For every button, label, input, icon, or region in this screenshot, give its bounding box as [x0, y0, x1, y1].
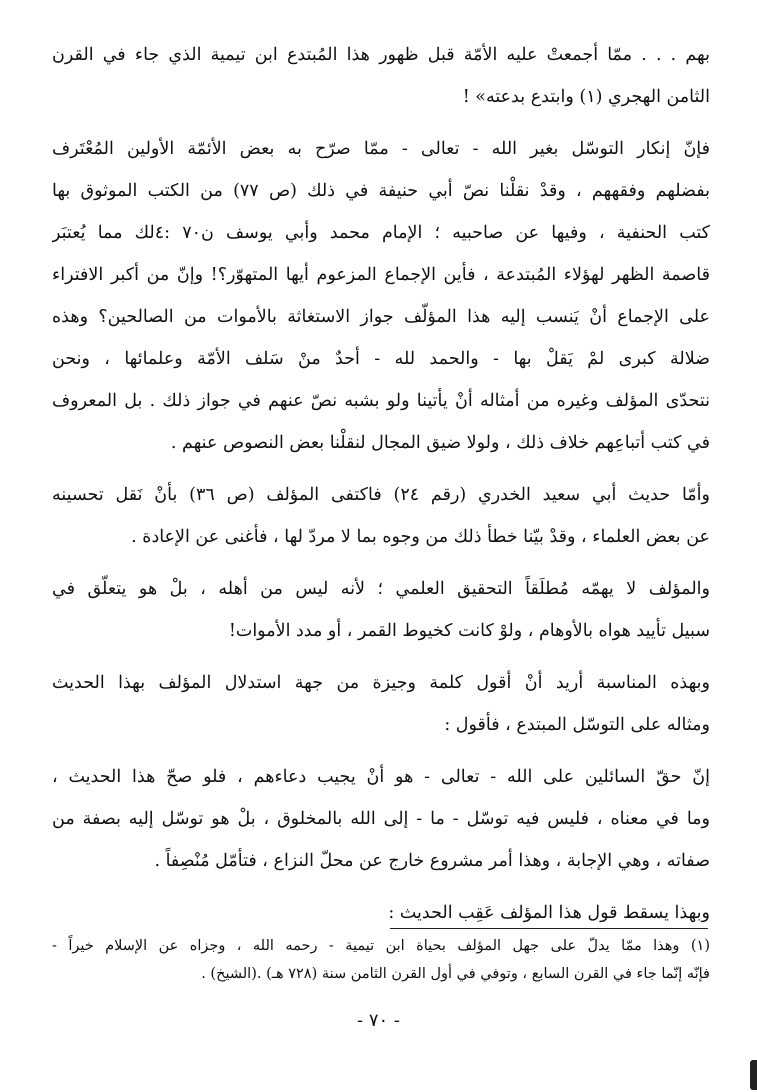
- paragraph: [52, 756, 710, 882]
- footnote-divider: [390, 928, 708, 929]
- paragraph: [52, 128, 710, 464]
- footnote-line: فإنّه إنّما جاء في القرن السابع ، وتوفي في أول القرن الثامن سنة (٧٢٨ هـ) .(الشيخ) .: [201, 966, 710, 982]
- text-line: ضلالة كبرى لمْ يَقلْ بها - والحمد لله - أحدٌ منْ سَلف الأمّة وعلمائها ، ونحن: [52, 349, 710, 369]
- paragraph: [52, 34, 710, 118]
- text-line: سبيل تأييد هواه بالأوهام ، ولوْ كانت كخيوط القمر ، أو مدد الأموات!: [228, 621, 710, 641]
- paragraph: [52, 662, 710, 746]
- text-line: كتب الحنفية ، وفيها عن صاحبيه ؛ الإمام محمد وأبي يوسف ن٧٠ :٤لك مما يُعتبَر: [52, 223, 710, 243]
- text-line: الثامن الهجري (١) وابتدع بدعته» !: [462, 87, 710, 107]
- text-line: وما في معناه ، فليس فيه توسّل - ما - إلى الله بالمخلوق ، بلْ هو توسّل إليه بصفة من: [52, 809, 710, 829]
- page-body: [52, 34, 710, 944]
- scan-edge-mark: [750, 1060, 757, 1090]
- paragraph: [52, 568, 710, 652]
- footnote-line: (١) وهذا ممّا يدلّ على جهل المؤلف بحياة ابن تيمية - رحمه الله ، وجزاه عن الإسلام خيراً -: [52, 938, 710, 954]
- text-line: فإنّ إنكار التوسّل بغير الله - تعالى - ممّا صرّح به بعض الأئمّة الأولين المُعْتَرف: [52, 139, 710, 159]
- text-line: عن بعض العلماء ، وقدْ بيّنا خطأ ذلك من وجوه بما لا مردّ لها ، فأغنى عن الإعادة .: [131, 527, 710, 547]
- text-line: وأمّا حديث أبي سعيد الخدري (رقم ٢٤) فاكتفى المؤلف (ص ٣٦) بأنْ نَقل تحسينه: [52, 485, 710, 505]
- page-number: - ٧٠ -: [357, 1010, 400, 1031]
- text-line: إنّ حقّ السائلين على الله - تعالى - هو أنْ يجيب دعاءهم ، فلو صحّ هذا الحديث ،: [52, 767, 710, 787]
- text-line: قاصمة الظهر لهؤلاء المُبتدعة ، فأين الإجماع المزعوم أيها المتهوّر؟! وإنّ من أكبر الافتراء: [52, 265, 710, 285]
- text-line: بهم . . . ممّا أجمعتْ عليه الأمّة قبل ظهور هذا المُبتدع ابن تيمية الذي جاء في القرن: [52, 45, 710, 65]
- text-line: وبهذا يسقط قول هذا المؤلف عَقِب الحديث :: [388, 903, 710, 923]
- footnote: [52, 932, 710, 988]
- text-line: والمؤلف لا يهمّه مُطلَقاً التحقيق العلمي ؛ لأنه ليس من أهله ، بلْ هو يتعلّق في: [52, 579, 710, 599]
- text-line: بفضلهم وفقههم ، وقدْ نقلْنا نصّ أبي حنيفة في ذلك (ص ٧٧) من الكتب الموثوق بها: [52, 181, 710, 201]
- text-line: نتحدّى المؤلف وغيره من أمثاله أنْ يأتينا ولو بشبه نصّ عنهم في جواز ذلك . بل المعروف: [52, 391, 710, 411]
- text-line: في كتب أتباعِهم خلاف ذلك ، ولولا ضيق المجال لنقلْنا بعض النصوص عنهم .: [170, 433, 710, 453]
- text-line: وبهذه المناسبة أريد أنْ أقول كلمة وجيزة من جهة استدلال المؤلف بهذا الحديث: [52, 673, 710, 693]
- paragraph: [52, 474, 710, 558]
- text-line: ومثاله على التوسّل المبتدع ، فأقول :: [444, 715, 710, 735]
- text-line: على الإجماع أنْ يَنسب إليه هذا المؤلّف جواز الاستغاثة بالأموات من الصالحين؟ وهذه: [52, 307, 710, 327]
- text-line: صفاته ، وهي الإجابة ، وهذا أمر مشروع خارج عن محلّ النزاع ، فتأمّل مُنْصِفاً .: [154, 851, 710, 871]
